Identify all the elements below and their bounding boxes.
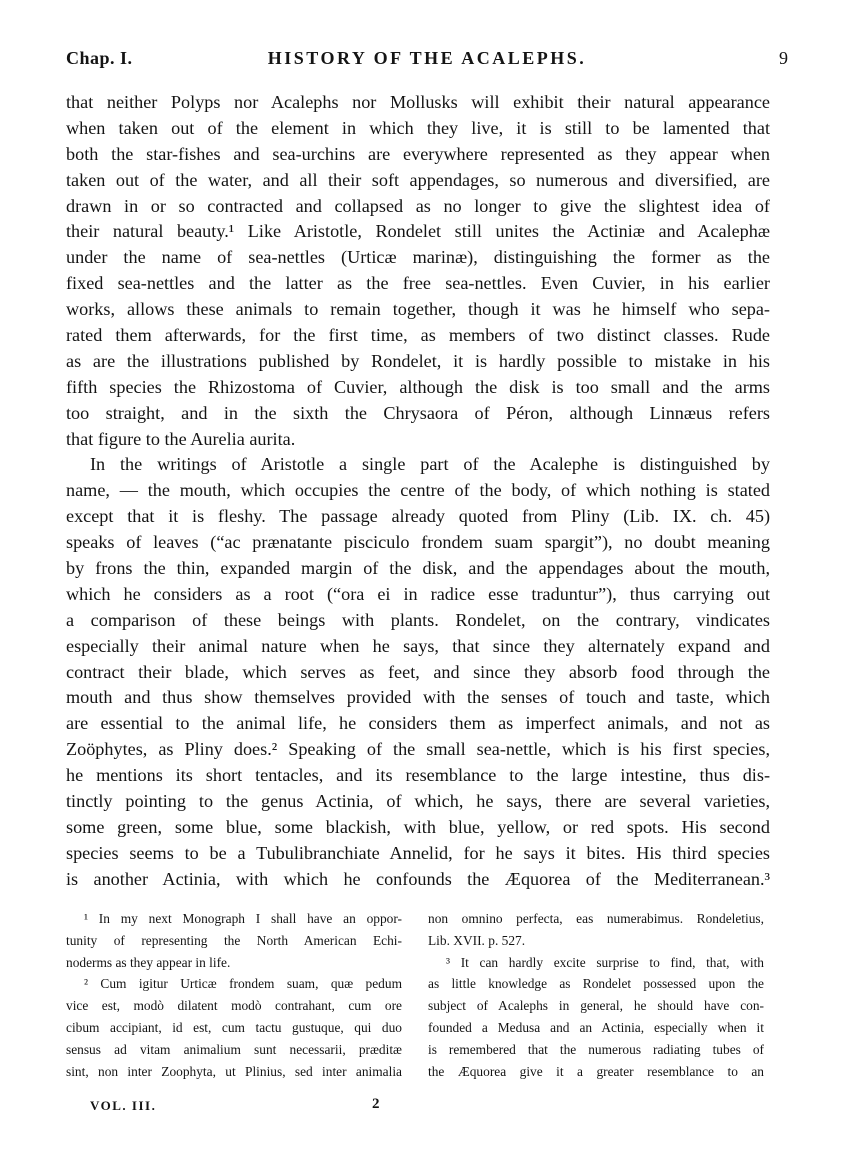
text-line: drawn in or so contracted and collapsed as no longer to give the slightest idea of [66, 195, 770, 216]
footnote-line: founded a Medusa and an Actinia, especially when it [428, 1019, 764, 1035]
text-line: fixed sea-nettles and the latter as the free sea-nettles. Even Cuvier, in his earlier [66, 273, 770, 294]
footnote-line: Lib. XVII. p. 527. [428, 932, 526, 948]
text-line: tinctly pointing to the genus Actinia, of which, he says, there are several varieties, [66, 791, 770, 812]
text-line: Zoöphytes, as Pliny does.² Speaking of the small sea-nettle, which is his first species, [66, 739, 770, 760]
running-title: HISTORY OF THE ACALEPHS. [267, 48, 587, 68]
footnotes [66, 908, 772, 1098]
text-line: both the star-fishes and sea-urchins are everywhere represented as they appear when [66, 143, 770, 164]
footnote-line: sensus ad vitam animalium sunt necessarii, præditæ [66, 1041, 402, 1057]
text-line: rated them afterwards, for the first time, as members of two distinct classes. Rude [66, 325, 770, 346]
text-line: species seems to be a Tubulibranchiate Annelid, for he says it bites. His third species [66, 842, 770, 863]
footnote-line: ¹ In my next Monograph I shall have an oppor- [84, 911, 402, 926]
text-line: that neither Polyps nor Acalephs nor Mollusks will exhibit their natural appearance [66, 92, 770, 112]
text-line: In the writings of Aristotle a single part of the Acalephe is distinguished by [90, 454, 770, 475]
footnote-line: tunity of representing the North American Echi- [66, 932, 402, 948]
text-line: a comparison of these beings with plants. Rondelet, on the contrary, vindicates [66, 609, 770, 630]
text-line: especially their animal nature when he says, that since they alternately expand and [66, 635, 770, 656]
footnote-line: is remembered that the numerous radiating tubes of [428, 1041, 764, 1057]
text-line: is another Actinia, with which he confounds the Æquorea of the Mediterranean.³ [66, 868, 770, 889]
footnote-line: ³ It can hardly excite surprise to find, that, with [446, 954, 764, 970]
paragraph-1 [66, 90, 770, 452]
page-number: 9 [779, 48, 788, 68]
text-line: except that it is fleshy. The passage already quoted from Pliny (Lib. IX. ch. 45) [66, 506, 770, 527]
text-line: works, allows these animals to remain together, though it was he himself who sepa- [66, 299, 770, 320]
footnotes-right-column [428, 908, 764, 1082]
text-line: contract their blade, which serves as feet, and since they absorb food through the [66, 661, 770, 682]
footnote-line: ² Cum igitur Urticæ frondem suam, quæ pedum [84, 976, 402, 992]
paragraph-2 [66, 452, 770, 892]
footnote-line: cibum accipiant, id est, cum tactu gustuque, qui duo [66, 1019, 402, 1035]
text-line: speaks of leaves (“ac prænatante pisciculo frondem suam spargit”), no doubt meaning [66, 532, 770, 553]
text-line: he mentions its short tentacles, and its resemblance to the large intestine, thus dis- [66, 765, 770, 786]
footnote-1 [66, 908, 402, 973]
footnote-line: sint, non inter Zoophyta, ut Plinius, sed inter animalia [66, 1063, 402, 1079]
signature-number: 2 [372, 1096, 380, 1112]
text-line: when taken out of the element in which they live, it is still to be lamented that [66, 117, 770, 138]
footnote-line: vice est, modò dilatent modò contrahant, cum ore [66, 998, 402, 1014]
main-text [66, 90, 770, 893]
footnote-3 [428, 952, 764, 1083]
text-line: under the name of sea-nettles (Urticæ marinæ), distinguishing the former as the [66, 247, 770, 268]
footnotes-left-column [66, 908, 402, 1082]
text-line: too straight, and in the sixth the Chrysaora of Péron, although Linnæus refers [66, 402, 770, 423]
running-header [66, 48, 788, 76]
text-line: are essential to the animal life, he considers them as imperfect animals, and not as [66, 713, 770, 734]
footnote-line: noderms as they appear in life. [66, 954, 231, 970]
footnote-line: non omnino perfecta, eas numerabimus. Rondeletius, [428, 911, 764, 926]
text-line: name, — the mouth, which occupies the centre of the body, of which nothing is stated [66, 480, 770, 501]
text-line: taken out of the water, and all their soft appendages, so numerous and diversified, are [66, 169, 770, 190]
volume-signature: VOL. III. [90, 1098, 157, 1113]
footnote-line: the Æquorea give it a greater resemblance to an [428, 1063, 764, 1079]
text-line: by frons the thin, expanded margin of the disk, and the appendages about the mouth, [66, 558, 770, 579]
footnote-2 [66, 973, 402, 1082]
text-line: their natural beauty.¹ Like Aristotle, Rondelet still unites the Actiniæ and Acalephæ [66, 221, 770, 242]
footnote-line: as little knowledge as Rondelet possessed upon the [428, 976, 764, 992]
text-line: as are the illustrations published by Rondelet, it is hardly possible to mistake in his [66, 350, 770, 371]
text-line: which he considers as a root (“ora ei in radice esse traduntur”), thus carrying out [66, 583, 770, 604]
text-line: fifth species the Rhizostoma of Cuvier, although the disk is too small and the arms [66, 376, 770, 397]
chapter-label: Chap. I. [66, 48, 133, 68]
text-line: that figure to the Aurelia aurita. [66, 428, 296, 449]
text-line: mouth and thus show themselves provided with the senses of touch and taste, which [66, 687, 770, 708]
text-line: some green, some blue, some blackish, with blue, yellow, or red spots. His second [66, 816, 770, 837]
footnote-line: subject of Acalephs in general, he should have con- [428, 998, 764, 1014]
footnote-2-continued [428, 908, 764, 952]
